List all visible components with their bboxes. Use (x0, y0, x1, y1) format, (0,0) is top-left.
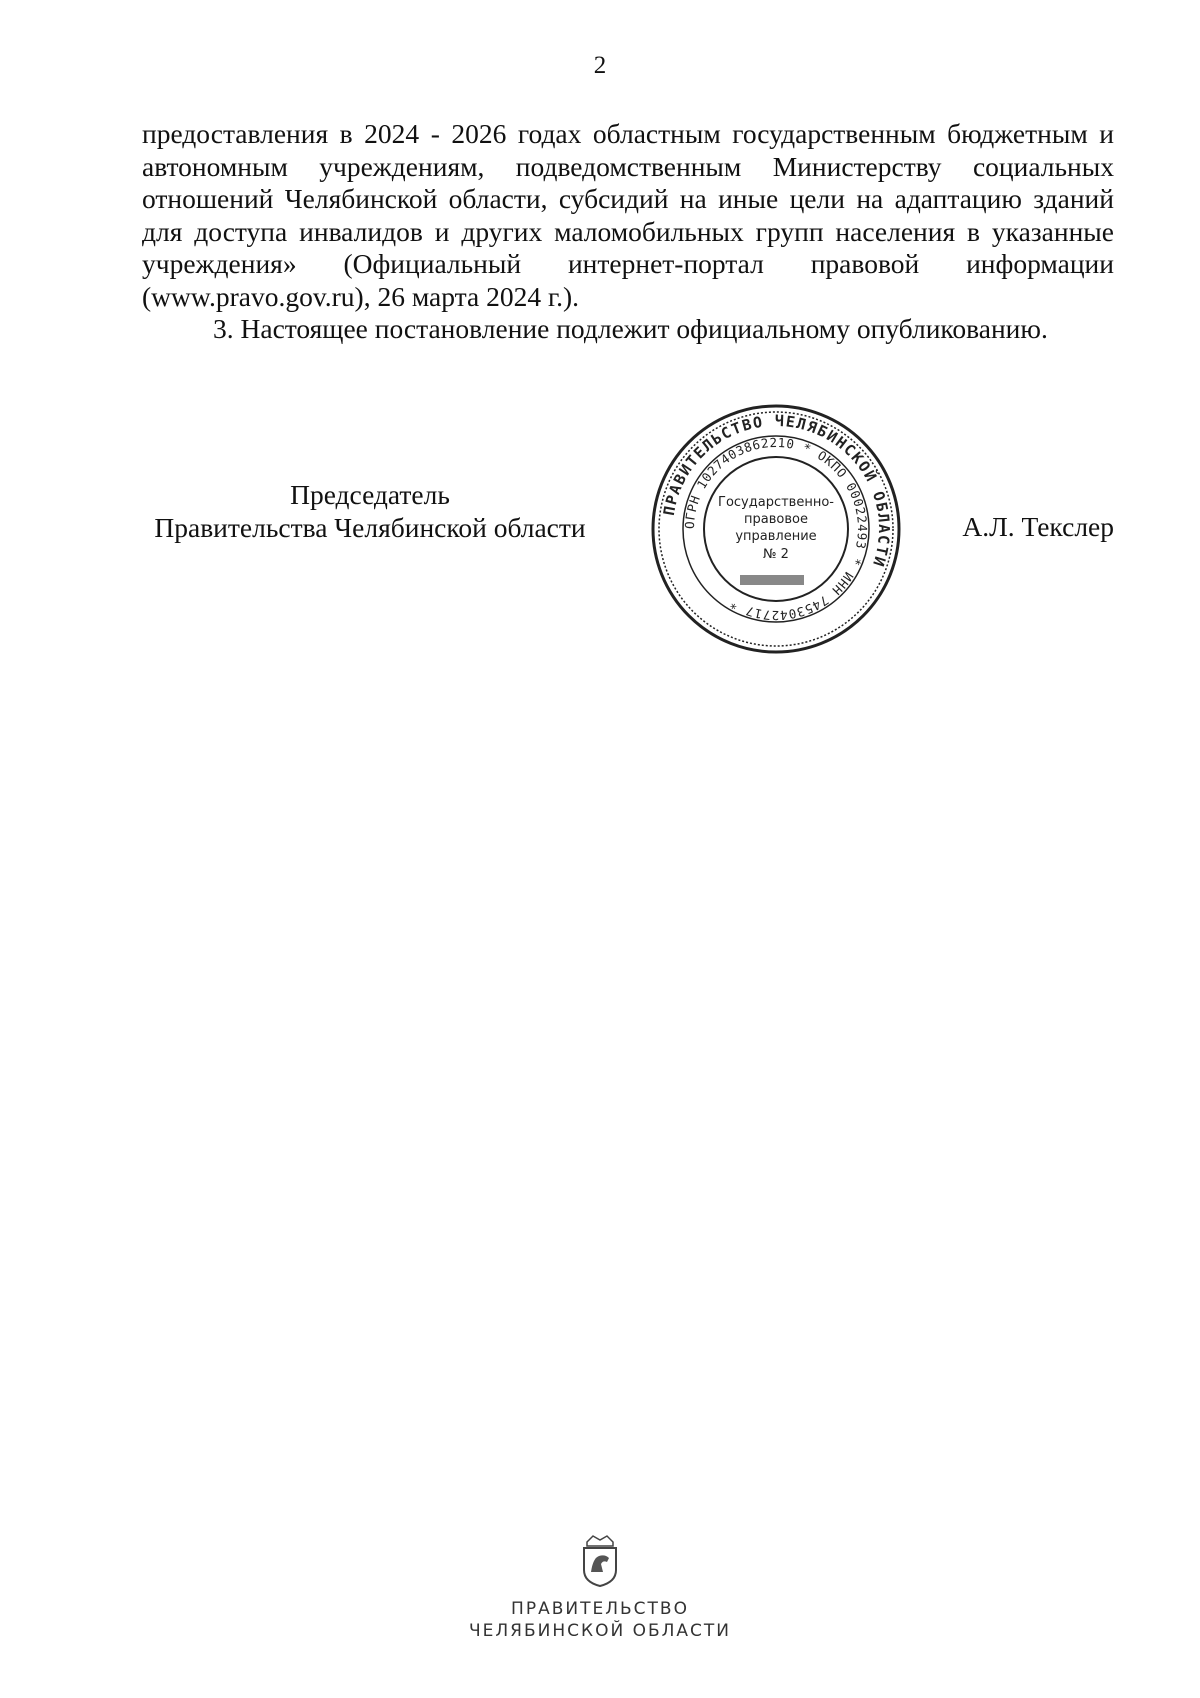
footer (0, 1532, 1200, 1642)
seal-ink-smudge (740, 575, 804, 585)
body-line: (www.pravo.gov.ru), 26 марта 2024 г.). (142, 280, 580, 312)
body-line: для доступа инвалидов и других маломобильных групп населения в указанные (142, 215, 1114, 247)
footer-line: ПРАВИТЕЛЬСТВО (511, 1599, 689, 1619)
signatory-title-line: Председатель (290, 479, 450, 510)
clause-3: 3. Настоящее постановление подлежит официальному опубликованию. (213, 313, 1048, 344)
signatory-title-line: Правительства Челябинской области (154, 512, 586, 543)
seal-center-line: Государственно- (718, 495, 834, 510)
signatory-title (140, 478, 600, 544)
seal-center-line: № 2 (763, 547, 789, 562)
seal-outer-text: ПРАВИТЕЛЬСТВО ЧЕЛЯБИНСКОЙ ОБЛАСТИ (659, 411, 894, 570)
seal-center-line: правовое (744, 512, 808, 527)
official-seal-stamp (650, 403, 902, 655)
body-line: отношений Челябинской области, субсидий на иные цели на адаптацию зданий (142, 183, 1114, 214)
page-number: 2 (593, 52, 607, 79)
signatory-name: А.Л. Текслер (962, 511, 1114, 542)
body-line: учреждения» (Официальный интернет-портал правовой информации (142, 248, 1114, 279)
seal-ring-text: ОГРН 1027403862210 * ОКПО 00022493 * ИНН 7453042717 * (681, 434, 871, 624)
seal-center-line: управление (735, 529, 817, 544)
body-line: предоставления в 2024 - 2026 годах областным государственным бюджетным и (142, 118, 1114, 149)
body-line: автономным учреждениям, подведомственным Министерству социальных (142, 150, 1114, 182)
document-body (142, 118, 1114, 346)
coat-of-arms-icon (579, 1532, 621, 1588)
footer-line: ЧЕЛЯБИНСКОЙ ОБЛАСТИ (468, 1621, 732, 1641)
